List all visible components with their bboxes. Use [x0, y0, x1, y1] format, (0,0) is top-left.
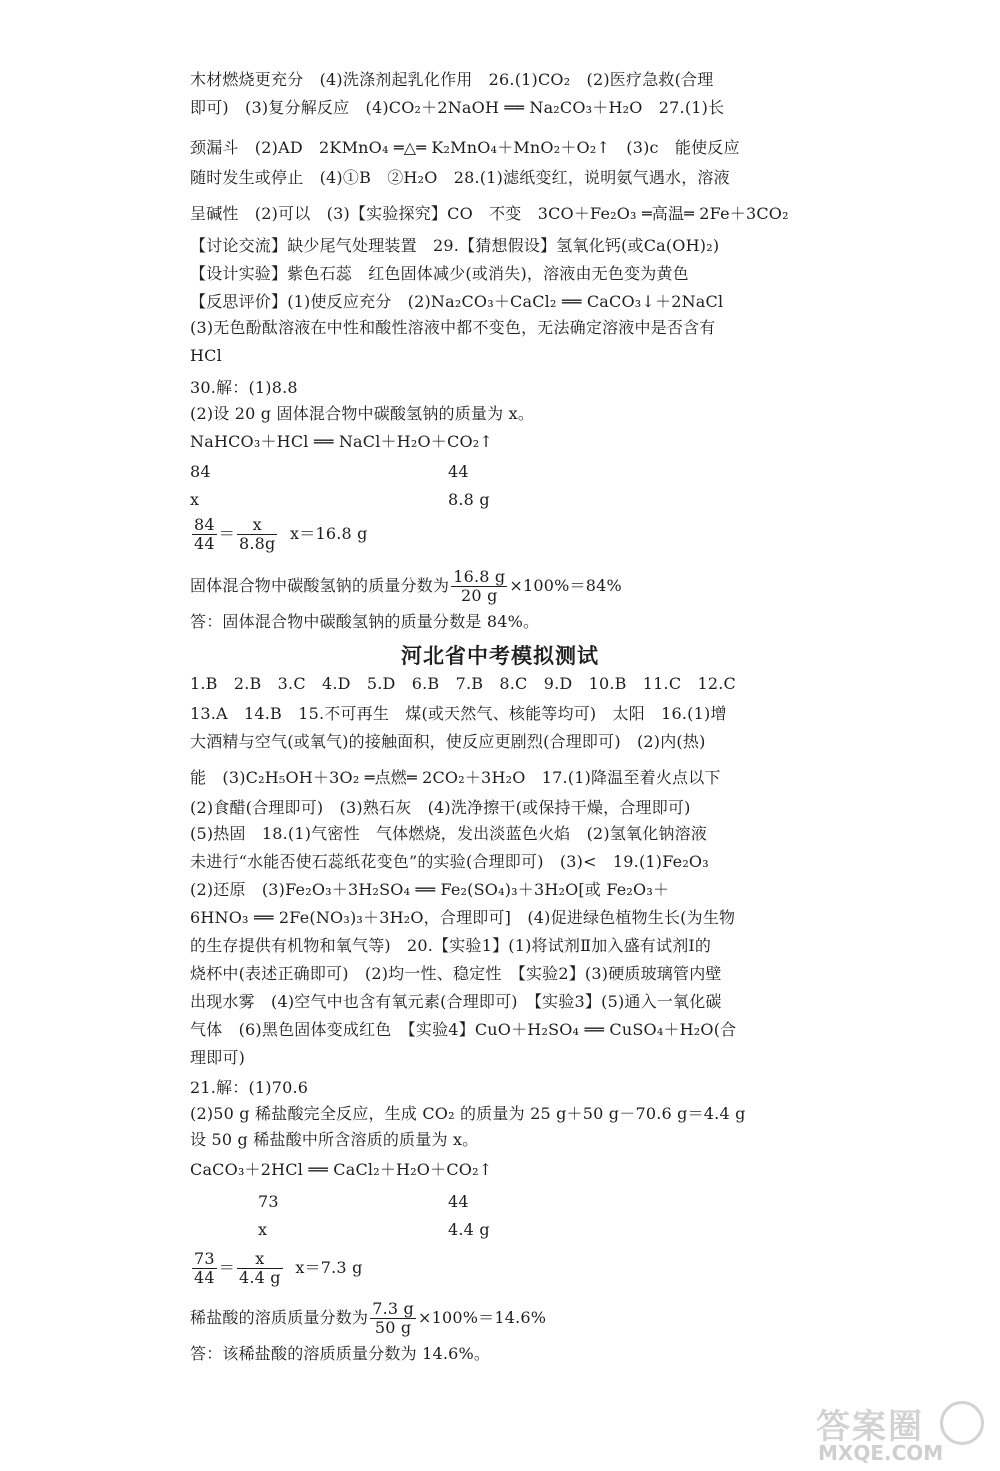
- text-line: 【设计实验】紫色石蕊 红色固体减少(或消失)，溶液由无色变为黄色: [190, 264, 689, 283]
- fraction: $\frac{x}{4.4 g}$: [238, 1249, 281, 1287]
- q21-line: (2)50 g 稀盐酸完全反应，生成 CO₂ 的质量为 25 g＋50 g－70.6 g＝4.4 g: [190, 1104, 746, 1123]
- q30-var-a: x: [190, 490, 200, 509]
- text-line: 1.B 2.B 3.C 4.D 5.D 6.B 7.B 8.C 9.D 10.B 11.C 12.C: [190, 674, 736, 693]
- text-line: 能 (3)C₂H₅OH＋3O₂ ═点燃═ 2CO₂＋3H₂O 17.(1)降温至着火点以下: [190, 768, 721, 787]
- text-line: 随时发生或停止 (4)①B ②H₂O 28.(1)滤纸变红，说明氨气遇水，溶液: [190, 168, 730, 187]
- q21-proportion: $\frac{73}{44}$ ＝ $\frac{x}{4.4 g}$ x＝7.3 g: [194, 1249, 363, 1287]
- q21-var-a: x: [258, 1220, 268, 1239]
- fraction: $\frac{x}{8.8g}$: [238, 515, 276, 553]
- q30-ratio-a: 84: [190, 462, 211, 481]
- text-line: 即可) (3)复分解反应 (4)CO₂＋2NaOH ══ Na₂CO₃＋H₂O 27.(1)长: [190, 98, 725, 117]
- text-line: 【反思评价】(1)使反应充分 (2)Na₂CO₃＋CaCl₂ ══ CaCO₃↓＋2NaCl: [190, 292, 724, 311]
- text-line: (2)还原 (3)Fe₂O₃＋3H₂SO₄ ══ Fe₂(SO₄)₃＋3H₂O[或 Fe₂O₃＋: [190, 880, 670, 899]
- q30-mass-fraction: 固体混合物中碳酸氢钠的质量分数为 $\frac{16.8 g}{20 g}$ ×100%＝84%: [190, 567, 622, 605]
- text-line: 【讨论交流】缺少尾气处理装置 29.【猜想假设】氢氧化钙(或Ca(OH)₂): [190, 236, 720, 255]
- section-title: 河北省中考模拟测试: [401, 644, 599, 668]
- q21-mass-fraction: 稀盐酸的溶质质量分数为 $\frac{7.3 g}{50 g}$ ×100%＝14.6%: [190, 1299, 547, 1337]
- q30-equation: NaHCO₃＋HCl ══ NaCl＋H₂O＋CO₂↑: [190, 432, 493, 451]
- text-line: 未进行“水能否使石蕊纸花变色”的实验(合理即可) (3)< 19.(1)Fe₂O₃: [190, 852, 709, 871]
- q30-line: 30.解：(1)8.8: [190, 378, 298, 397]
- q21-var-b: 4.4 g: [448, 1220, 490, 1239]
- text-line: 6HNO₃ ══ 2Fe(NO₃)₃＋3H₂O，合理即可] (4)促进绿色植物生长(为生物: [190, 908, 736, 927]
- text-line: 木材燃烧更充分 (4)洗涤剂起乳化作用 26.(1)CO₂ (2)医疗急救(合理: [190, 70, 714, 89]
- text-line: 出现水雾 (4)空气中也含有氧元素(合理即可) 【实验3】(5)通入一氧化碳: [190, 992, 722, 1011]
- q30-ratio-b: 44: [448, 462, 469, 481]
- q21-ratio-b: 44: [448, 1192, 469, 1211]
- badge-icon: [940, 1401, 984, 1445]
- watermark-logo: [810, 1395, 990, 1465]
- q21-answer: 答：该稀盐酸的溶质质量分数为 14.6%。: [190, 1344, 491, 1363]
- watermark-text: 答案圈: [816, 1407, 924, 1447]
- text-line: 理即可): [190, 1048, 246, 1067]
- text-line: 气体 (6)黑色固体变成红色 【实验4】CuO＋H₂SO₄ ══ CuSO₄＋H₂O(合: [190, 1020, 737, 1039]
- q21-line: 设 50 g 稀盐酸中所含溶质的质量为 x。: [190, 1130, 479, 1149]
- fraction: $\frac{84}{44}$: [194, 515, 215, 553]
- text-line: 呈碱性 (2)可以 (3)【实验探究】CO 不变 3CO＋Fe₂O₃ ═高温═ 2Fe＋3CO₂: [190, 204, 789, 223]
- q21-line: 21.解：(1)70.6: [190, 1078, 309, 1097]
- q30-answer: 答：固体混合物中碳酸氢钠的质量分数是 84%。: [190, 612, 540, 631]
- fraction: $\frac{16.8 g}{20 g}$: [453, 567, 506, 605]
- text-line: (3)无色酚酞溶液在中性和酸性溶液中都不变色，无法确定溶液中是否含有: [190, 318, 716, 337]
- text-line: 的生存提供有机物和氧气等) 20.【实验1】(1)将试剂Ⅱ加入盛有试剂Ⅰ的: [190, 936, 712, 955]
- text-line: 颈漏斗 (2)AD 2KMnO₄ ═△═ K₂MnO₄＋MnO₂＋O₂↑ (3)c 能使反应: [190, 138, 740, 157]
- q21-equation: CaCO₃＋2HCl ══ CaCl₂＋H₂O＋CO₂↑: [190, 1160, 493, 1179]
- text-line: HCl: [190, 346, 222, 365]
- watermark-url: MXQE.COM: [818, 1441, 944, 1465]
- fraction: $\frac{73}{44}$: [194, 1249, 215, 1287]
- q30-var-b: 8.8 g: [448, 490, 490, 509]
- fraction: $\frac{7.3 g}{50 g}$: [372, 1299, 414, 1337]
- q30-line: (2)设 20 g 固体混合物中碳酸氢钠的质量为 x。: [190, 404, 535, 423]
- text-line: (5)热固 18.(1)气密性 气体燃烧，发出淡蓝色火焰 (2)氢氧化钠溶液: [190, 824, 708, 843]
- text-line: (2)食醋(合理即可) (3)熟石灰 (4)洗净擦干(或保持干燥，合理即可): [190, 798, 691, 817]
- q30-proportion: $\frac{84}{44}$ ＝ $\frac{x}{8.8g}$ x＝16.8 g: [194, 515, 368, 553]
- text-line: 13.A 14.B 15.不可再生 煤(或天然气、核能等均可) 太阳 16.(1)增: [190, 704, 727, 723]
- text-line: 烧杯中(表述正确即可) (2)均一性、稳定性 【实验2】(3)硬质玻璃管内壁: [190, 964, 722, 983]
- q21-ratio-a: 73: [258, 1192, 279, 1211]
- text-line: 大酒精与空气(或氧气)的接触面积，使反应更剧烈(合理即可) (2)内(热): [190, 732, 706, 751]
